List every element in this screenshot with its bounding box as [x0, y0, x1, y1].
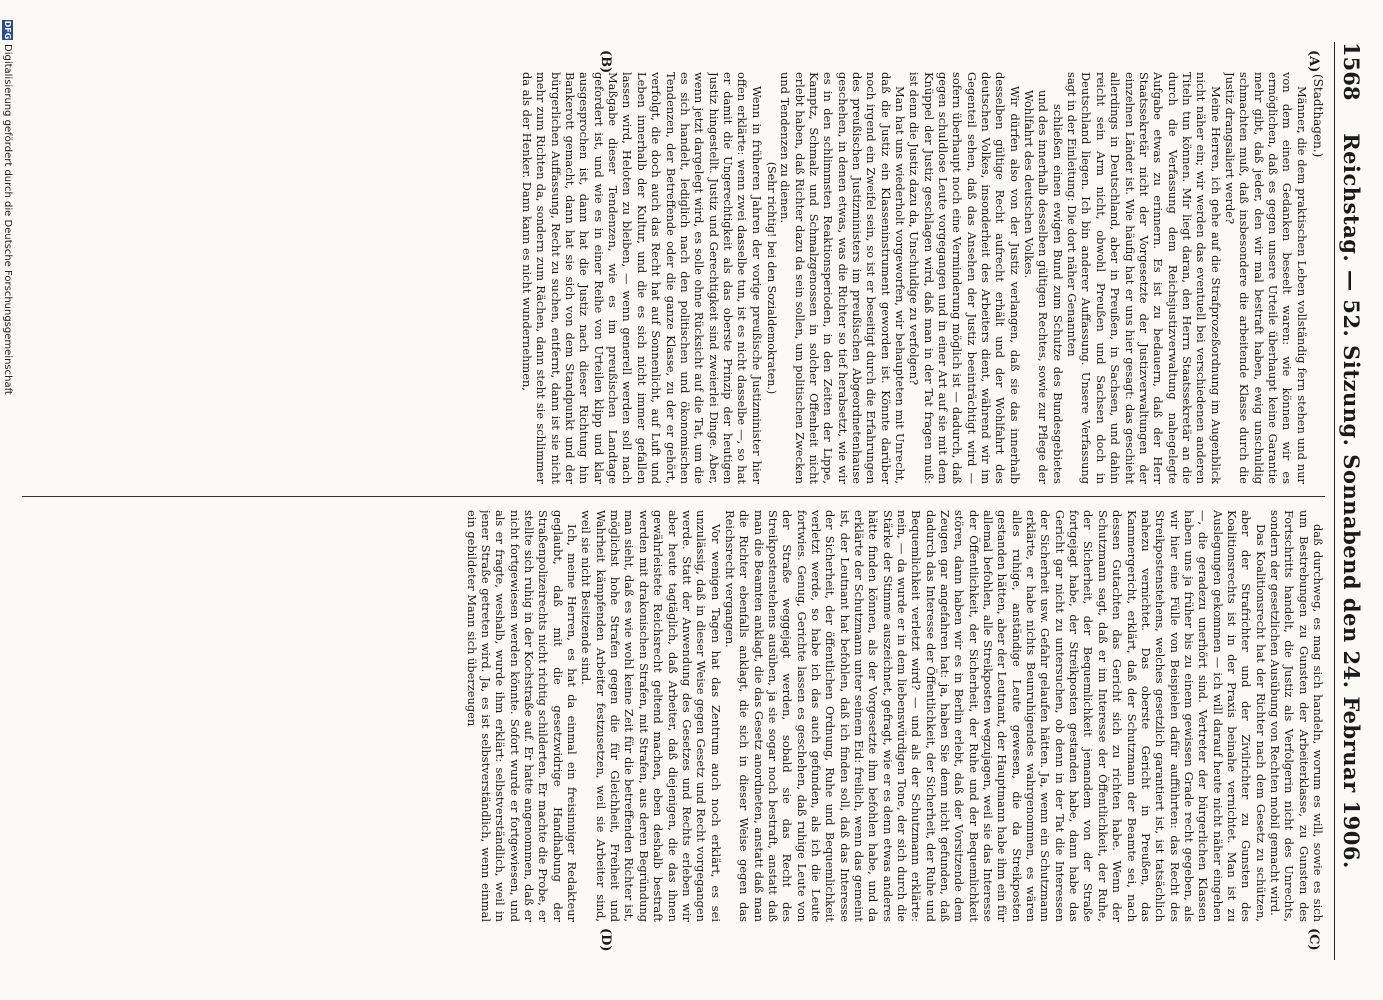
digitization-credit	[2, 20, 13, 395]
left-column	[22, 72, 1325, 484]
page-number: 1568	[1339, 42, 1365, 101]
paragraph: Wir dürfen also von der Justiz verlangen, daß sie das innerhalb desselben gültige Recht aufrecht erhält und der Wohlfahrt des deutschen Volkes, insonderheit des Arbeiters dient, während wir im Gegenteil sehen, daß das Ansehen der Justiz beeinträchtigt wird — sofern überhaupt noch eine Verminderung möglich ist — dadurch, daß gegen schuldlose Leute vorgegangen und in einer Art auf sie mit dem Knüppel der Justiz geschlagen wird, daß man in der Tat fragen muß: ist denn die Justiz dazu da, Unschuldige zu verfolgen?	[907, 72, 1022, 484]
margin-marker-d: (D)	[598, 928, 613, 952]
paragraph: Ich, meine Herren, es hat da einmal ein freisinniger Redakteur geglaubt, daß mit die gesetzwidrige Handhabung der Straßenpolizeirechts nicht richtig schilderten. Er machte die Probe, er stellte sich ruhig in der Kochstraße auf. Er hatte angenommen, daß er nicht fortgewiesen werden könnte. Sofort wurde er fortgewiesen, und als er fragte, weshalb, wurde ihm erklärt: selbstverständlich, weil in jener Straße getreten wird. Ja, es ist selbstverständlich, wenn einmal ein gebildeter Mann sich überzeugen	[464, 510, 580, 922]
speaker-label: (Stadthagen.)	[1311, 74, 1325, 158]
paragraph: Vor wenigen Tagen hat das Zentrum auch noch erklärt, es sei unzulässig, daß in dieser Weise gegen Gesetz und Recht vorgegangen werde. Statt der Anwendung des Gesetzes und Rechts erleben wir aber heute tagtäglich, daß Arbeiter, daß diejenigen, die das ihnen gewährleistete Reichsrecht geltend machen, eben deshalb bestraft werden mit drakonischen Strafen, mit Strafen, aus deren Begründung man sieht, daß es wie wohl keine Zeit für die betreffenden Richter ist, möglichst hohe Strafen gegen die für Gleichheit, Freiheit und Wahrheit kämpfenden Arbeiter festzusetzen, weil sie Arbeiter sind, weil sie nicht Besitzende sind.	[579, 510, 723, 922]
paragraph: Das Koalitionsrecht hat der Richter nach dem Gesetz zu schützen, aber der Strafrichter und der Zivilrichter zu Gunsten des Koalitionsrechts ist in der Praxis beinahe vernichtet. Man ist zu Auslegungen gekommen — ich will darauf heute nicht näher eingehen —, die geradezu unerhört sind. Vertreter der bürgerlichen Klassen haben uns ja früher bis zu einem gewissen Grade recht gegeben, als wir hier eine Fülle von Beispielen dafür aufführten: das Recht des Streikpostenstehens, welches gesetzlich garantiert ist, ist tatsächlich nahezu vernichtet. Das oberste Gericht in Preußen, das Kammergericht, erklärt, daß der Schutzmann der Beamte sei, nach dessen Gutachten das Gericht sich zu richten habe. Wenn der Schutzmann sagt, daß er im Interesse der Öffentlichkeit, der Ruhe, der Sicherheit, der Bequemlichkeit jemandem von der Straße fortgejagt habe, der Streikposten gestanden habe, dann habe das Gericht gar nicht zu untersuchen, ob denn in der Tat die Interessen der Sicherheit usw. Gefahr gelaufen hätten. Ja, wenn ein Schutzmann erklärte, er habe nichts Beunruhigendes wahrgenommen, es wären alles ruhige, anständige Leute gewesen, die da Streikposten gestanden hätten, aber der Leutnant, der Hauptmann habe ihm ein für allemal befohlen, alle Streikposten wegzujagen, weil sie das Interesse der Öffentlichkeit, der Sicherheit, der Ruhe und der Bequemlichkeit stören, dann haben wir es in Berlin erlebt, daß der Vorsitzende dem Zeugen gar angefahren hat: ja, haben Sie denn nicht gefunden, daß dadurch das Interesse der Öffentlichkeit, der Sicherheit, der Ruhe und Bequemlichkeit verletzt wird? — und als der Schutzmann erklärte: nein, — da wurde er in dem liebenswürdigen Tone, der sich durch die Stärke der Stimme auszeichnet, gefragt, wie er es denn etwas anderes hätte finden können, als der Vorgesetzte ihm befohlen habe, und da erklärte der Schutzmann unter seinem Eid: freilich, wenn das gemeint ist, der Leutnant hat befohlen, daß ich finden soll, daß das Interesse der Sicherheit, der öffentlichen Ordnung, Ruhe und Bequemlichkeit verletzt werde, so habe ich das auch gefunden, als ich die Leute fortwies. Genug, Gerichte lassen es geschehen, daß ruhige Leute von der Straße weggejagt werden, sobald sie das Recht des Streikpostenstehens ausüben, ja sie sogar noch bestraft, anstatt daß man die Beamten anklagt, die das Gesetz anordneten, anstatt daß man die Richter ebenfalls anklagt, die sich in dieser Weise gegen das Reichsrecht vergangen.	[722, 510, 1268, 922]
margin-marker-a: (A)	[1306, 50, 1321, 73]
credit-text: Digitalisierung gefördert durch die Deutsche Forschungsgemeinschaft	[2, 44, 13, 395]
interjection: (Sehr richtig! bei den Sozialdemokraten.)	[764, 161, 778, 395]
page-header	[1334, 42, 1369, 960]
column-divider	[22, 496, 1325, 497]
paragraph: daß durchweg, es mag sich handeln, worum es will, sowie es sich um Bestrebungen zu Gunsten der Arbeiterklasse, zu Gunsten des Fortschritts handelt, die Justiz als Verfolgerin nicht des Unrechts, sondern der gesetzlichen Ausübung von Rechten mobil gemacht wird.	[1267, 510, 1325, 922]
right-column	[22, 510, 1325, 922]
paragraph: Männer, die dem praktischen Leben vollständig fern stehen und nur von dem einen Gedanken beseelt waren: wie können wir es ermöglichen, daß es gegen unsere Urteile überhaupt keine Garantie mehr gibt, daß jeder, den wir mal bestraft haben, ewig unschuldig schmachten muß, daß insbesondere die arbeitende Klasse durch die Justiz drangsaliert werde?	[1222, 72, 1309, 484]
dfg-logo-icon: DFG	[3, 20, 12, 40]
paragraph: Meine Herren, ich gehe auf die Strafprozeßordnung im Augenblick nicht näher ein; wir werden das eventuell bei verschiedenen anderen Titeln tun können. Mir liegt daran, den Herrn Staatssekretär an die durch die Verfassung dem Reichsjustizverwaltung nahegelegte Aufgabe etwas zu erinnern. Es ist zu bedauern, daß der Herr Staatssekretär nicht der Vorgesetzte der Justizverwaltungen der einzelnen Länder ist. Wie häufig hat er uns hier gesagt: das geschieht allerdings in Deutschland, aber in Preußen, in Sachsen, und dahin reicht sein Arm nicht, obwohl Preußen und Sachsen doch in Deutschland liegen. Ich bin anderer Auffassung. Unsere Verfassung sagt in der Einleitung: Die dort näher Genannten	[1065, 72, 1223, 484]
paragraph: Man hat uns wiederholt vorgeworfen, wir behaupteten mit Unrecht, daß die Justiz ein Klasseninstrument geworden ist. Könnte darüber noch irgend ein Zweifel sein, so ist er beseitigt durch die Erfahrungen des preußischen Justizministers im preußischen Abgeordnetenhause geschehen, in denen etwas, was die Richter so tief herabsetzt, wie wir es in den schlimmsten Reaktionsperioden, in den Zeiten der Lippe, Kamptz, Schmalz und Schmalzgenossen in solcher Offenheit nicht erlebt haben, daß Richter dazu da sein sollen, um politischen Zwecken und Tendenzen zu dienen.	[778, 72, 908, 484]
margin-marker-c: (C)	[1306, 928, 1321, 951]
paragraph: Wenn in früheren Jahren der vorige preußische Justizminister hier offen erklärte: wenn zwei dasselbe tun, ist es nicht dasselbe —, so hat er damit die Ungerechtigkeit als das oberste Prinzip der heutigen Justiz hingestellt. Justiz und Gerechtigkeit sind zweierlei Dinge. Aber, wenn jetzt dargelegt wird, es solle ohne Rücksicht auf die Tat, um die es sich handelt, lediglich nach den politischen und ökonomischen Tendenzen, der Betreffende oder die ganze Klasse, zu der er gehört, verfolgt, die doch auch das Recht hat auf Sonnenlicht, auf Luft und Leben innerhalb der Kultur, und die es sich nicht immer gefallen lassen wird, Heloten zu bleiben, — wenn generell werden soll nach Maßgabe dieser Tendenzen, wie es im preußischen Landtage gefordert ist, und wie es in einer Reihe von Urteilen klipp und klar ausgesprochen ist, dann hat die Justiz nach dieser Richtung hin Bankerott gemacht, dann hat sie sich von dem Standpunkt und der bürgerlichen Auffassung, Recht zu suchen, entfernt, dann ist sie nicht mehr zum Richten da, sondern zum Rächen, dann steht sie schlimmer da als der Henker. Dann kann es nicht wundernehmen,	[520, 72, 764, 484]
quoted-paragraph: schließen einen ewigen Bund zum Schutze des Bundesgebietes und des innerhalb desselben gültigen Rechtes, sowie zur Pflege der Wohlfahrt des deutschen Volkes.	[1022, 90, 1065, 484]
margin-marker-b: (B)	[598, 50, 613, 74]
page-title: Reichstag. — 52. Sitzung. Sonnabend den 24. Februar 1906.	[1339, 133, 1365, 869]
